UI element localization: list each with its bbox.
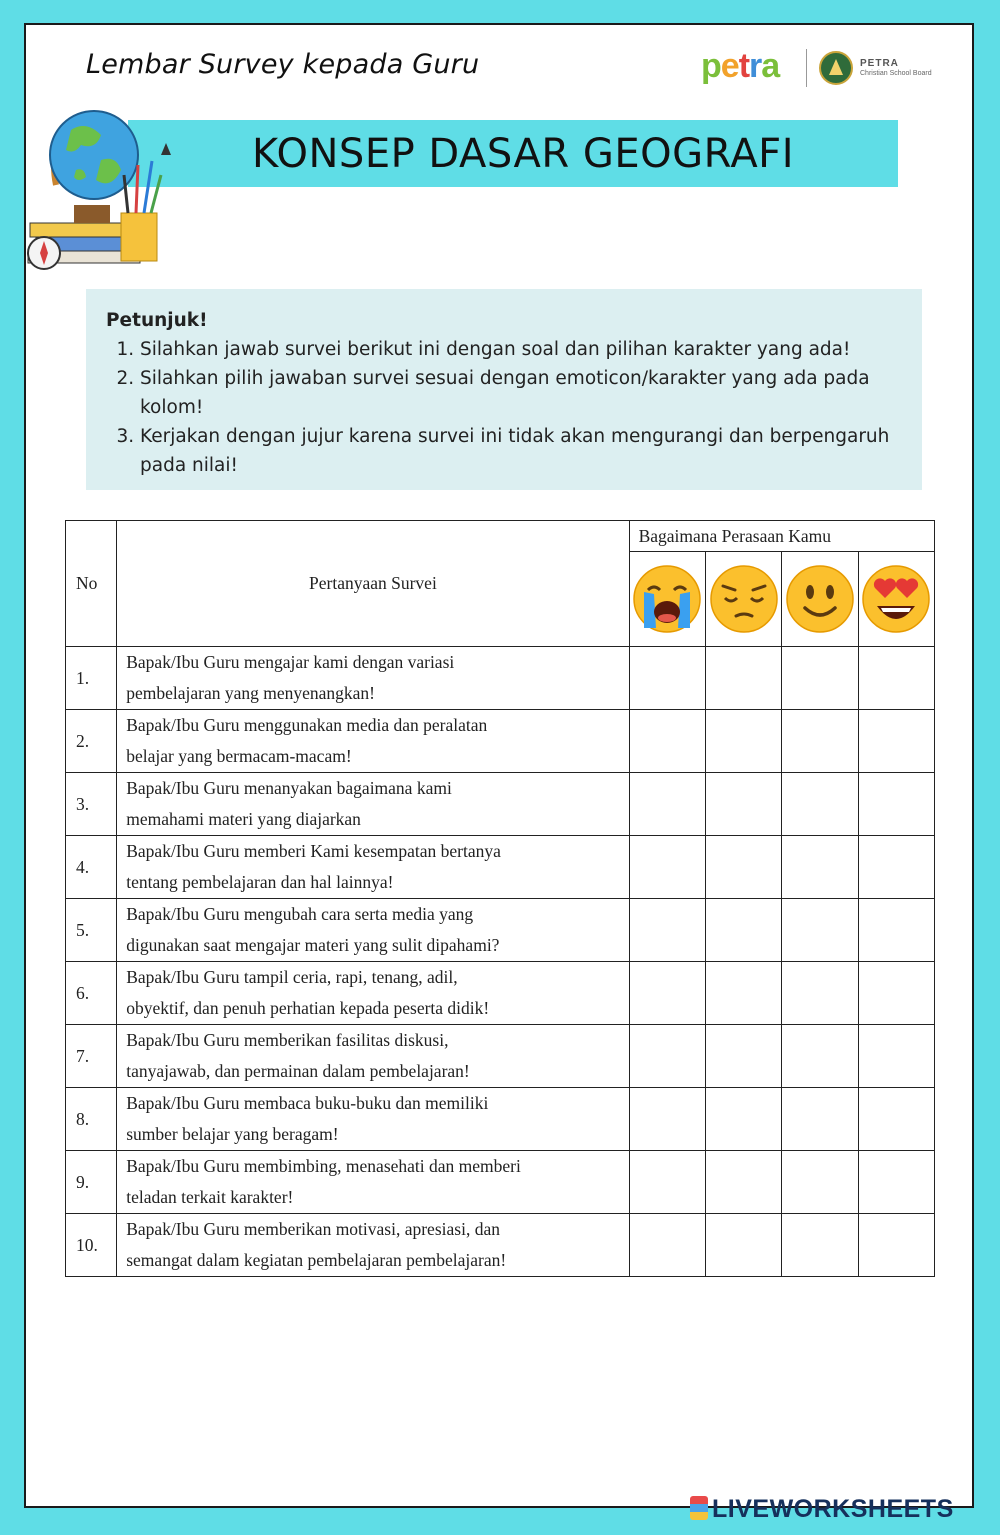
- header-no: No: [66, 521, 117, 647]
- emoji-header-heart-eyes: [858, 552, 934, 647]
- petra-logo: petra: [701, 47, 780, 85]
- answer-cell-heart-eyes[interactable]: [858, 1088, 934, 1151]
- answer-cell-pensive[interactable]: [705, 1088, 781, 1151]
- row-number: 1.: [66, 647, 117, 710]
- row-number: 2.: [66, 710, 117, 773]
- instruction-item: 2. Silahkan pilih jawaban survei sesuai dengan emoticon/karakter yang ada pada kolom!: [140, 364, 902, 422]
- liveworksheets-watermark: LIVEWORKSHEETS: [690, 1495, 954, 1524]
- row-number: 7.: [66, 1025, 117, 1088]
- table-row: [66, 710, 935, 773]
- header-feeling: Bagaimana Perasaan Kamu: [629, 521, 934, 552]
- answer-cell-pensive[interactable]: [705, 710, 781, 773]
- answer-cell-crying[interactable]: [629, 836, 705, 899]
- answer-cell-smiling[interactable]: [782, 1214, 858, 1277]
- table-row: [66, 899, 935, 962]
- row-number: 8.: [66, 1088, 117, 1151]
- answer-cell-crying[interactable]: [629, 1088, 705, 1151]
- table-row: [66, 962, 935, 1025]
- answer-cell-smiling[interactable]: [782, 647, 858, 710]
- instructions-box: [86, 289, 922, 490]
- row-question: Bapak/Ibu Guru memberikan fasilitas diskusi, tanyajawab, dan permainan dalam pembelajaran!: [117, 1025, 629, 1088]
- pensive-face-icon: [709, 564, 779, 634]
- globe-illustration-icon: [26, 95, 196, 275]
- row-question: Bapak/Ibu Guru mengubah cara serta media yang digunakan saat mengajar materi yang sulit dipahami?: [117, 899, 629, 962]
- row-question: Bapak/Ibu Guru membimbing, menasehati dan memberi teladan terkait karakter!: [117, 1151, 629, 1214]
- answer-cell-heart-eyes[interactable]: [858, 899, 934, 962]
- answer-cell-heart-eyes[interactable]: [858, 647, 934, 710]
- heart-eyes-face-icon: [861, 564, 931, 634]
- row-question: Bapak/Ibu Guru memberikan motivasi, apresiasi, dan semangat dalam kegiatan pembelajaran pembelajaran!: [117, 1214, 629, 1277]
- table-row: [66, 1151, 935, 1214]
- answer-cell-heart-eyes[interactable]: [858, 962, 934, 1025]
- answer-cell-pensive[interactable]: [705, 899, 781, 962]
- row-question: Bapak/Ibu Guru menggunakan media dan peralatan belajar yang bermacam-macam!: [117, 710, 629, 773]
- survey-title: Lembar Survey kepada Guru: [86, 49, 480, 80]
- answer-cell-pensive[interactable]: [705, 1214, 781, 1277]
- crying-face-icon: [632, 564, 702, 634]
- answer-cell-crying[interactable]: [629, 962, 705, 1025]
- smiling-face-icon: [785, 564, 855, 634]
- answer-cell-crying[interactable]: [629, 1214, 705, 1277]
- answer-cell-smiling[interactable]: [782, 1088, 858, 1151]
- row-question: Bapak/Ibu Guru tampil ceria, rapi, tenang, adil, obyektif, dan penuh perhatian kepada peserta didik!: [117, 962, 629, 1025]
- table-row: [66, 836, 935, 899]
- answer-cell-smiling[interactable]: [782, 899, 858, 962]
- row-number: 5.: [66, 899, 117, 962]
- instruction-item: 1. Silahkan jawab survei berikut ini dengan soal dan pilihan karakter yang ada!: [140, 335, 902, 364]
- row-number: 10.: [66, 1214, 117, 1277]
- answer-cell-heart-eyes[interactable]: [858, 836, 934, 899]
- board-name: PETRA: [860, 58, 899, 69]
- board-subtitle: Christian School Board: [860, 70, 932, 77]
- row-question: Bapak/Ibu Guru memberi Kami kesempatan bertanya tentang pembelajaran dan hal lainnya!: [117, 836, 629, 899]
- answer-cell-pensive[interactable]: [705, 962, 781, 1025]
- instructions-list: [106, 335, 902, 480]
- answer-cell-heart-eyes[interactable]: [858, 710, 934, 773]
- instruction-item: 3. Kerjakan dengan jujur karena survei ini tidak akan mengurangi dan berpengaruh pada nilai!: [140, 422, 902, 480]
- row-number: 4.: [66, 836, 117, 899]
- table-row: [66, 647, 935, 710]
- emoji-header-crying: [629, 552, 705, 647]
- answer-cell-smiling[interactable]: [782, 1151, 858, 1214]
- table-row: [66, 1088, 935, 1151]
- answer-cell-crying[interactable]: [629, 1025, 705, 1088]
- row-question: Bapak/Ibu Guru mengajar kami dengan variasi pembelajaran yang menyenangkan!: [117, 647, 629, 710]
- table-row: [66, 1025, 935, 1088]
- school-board-seal-icon: [819, 51, 853, 85]
- answer-cell-smiling[interactable]: [782, 962, 858, 1025]
- logo-divider: [806, 49, 807, 87]
- emoji-header-smiling: [782, 552, 858, 647]
- row-number: 6.: [66, 962, 117, 1025]
- answer-cell-pensive[interactable]: [705, 1151, 781, 1214]
- liveworksheets-badge-icon: [690, 1496, 708, 1520]
- answer-cell-smiling[interactable]: [782, 1025, 858, 1088]
- answer-cell-crying[interactable]: [629, 1151, 705, 1214]
- row-question: Bapak/Ibu Guru membaca buku-buku dan memiliki sumber belajar yang beragam!: [117, 1088, 629, 1151]
- row-number: 9.: [66, 1151, 117, 1214]
- answer-cell-heart-eyes[interactable]: [858, 773, 934, 836]
- table-row: [66, 1214, 935, 1277]
- answer-cell-smiling[interactable]: [782, 773, 858, 836]
- answer-cell-smiling[interactable]: [782, 710, 858, 773]
- title-banner: [128, 120, 898, 187]
- answer-cell-crying[interactable]: [629, 710, 705, 773]
- answer-cell-heart-eyes[interactable]: [858, 1025, 934, 1088]
- header-question: Pertanyaan Survei: [117, 521, 629, 647]
- survey-table: [65, 520, 935, 1277]
- answer-cell-smiling[interactable]: [782, 836, 858, 899]
- worksheet-page: [24, 23, 974, 1508]
- answer-cell-heart-eyes[interactable]: [858, 1151, 934, 1214]
- answer-cell-heart-eyes[interactable]: [858, 1214, 934, 1277]
- instructions-title: Petunjuk!: [106, 310, 208, 331]
- emoji-header-pensive: [705, 552, 781, 647]
- answer-cell-crying[interactable]: [629, 899, 705, 962]
- row-number: 3.: [66, 773, 117, 836]
- answer-cell-crying[interactable]: [629, 647, 705, 710]
- row-question: Bapak/Ibu Guru menanyakan bagaimana kami memahami materi yang diajarkan: [117, 773, 629, 836]
- answer-cell-pensive[interactable]: [705, 647, 781, 710]
- answer-cell-pensive[interactable]: [705, 773, 781, 836]
- answer-cell-crying[interactable]: [629, 773, 705, 836]
- answer-cell-pensive[interactable]: [705, 1025, 781, 1088]
- answer-cell-pensive[interactable]: [705, 836, 781, 899]
- table-row: [66, 773, 935, 836]
- banner-title: KONSEP DASAR GEOGRAFI: [251, 130, 794, 177]
